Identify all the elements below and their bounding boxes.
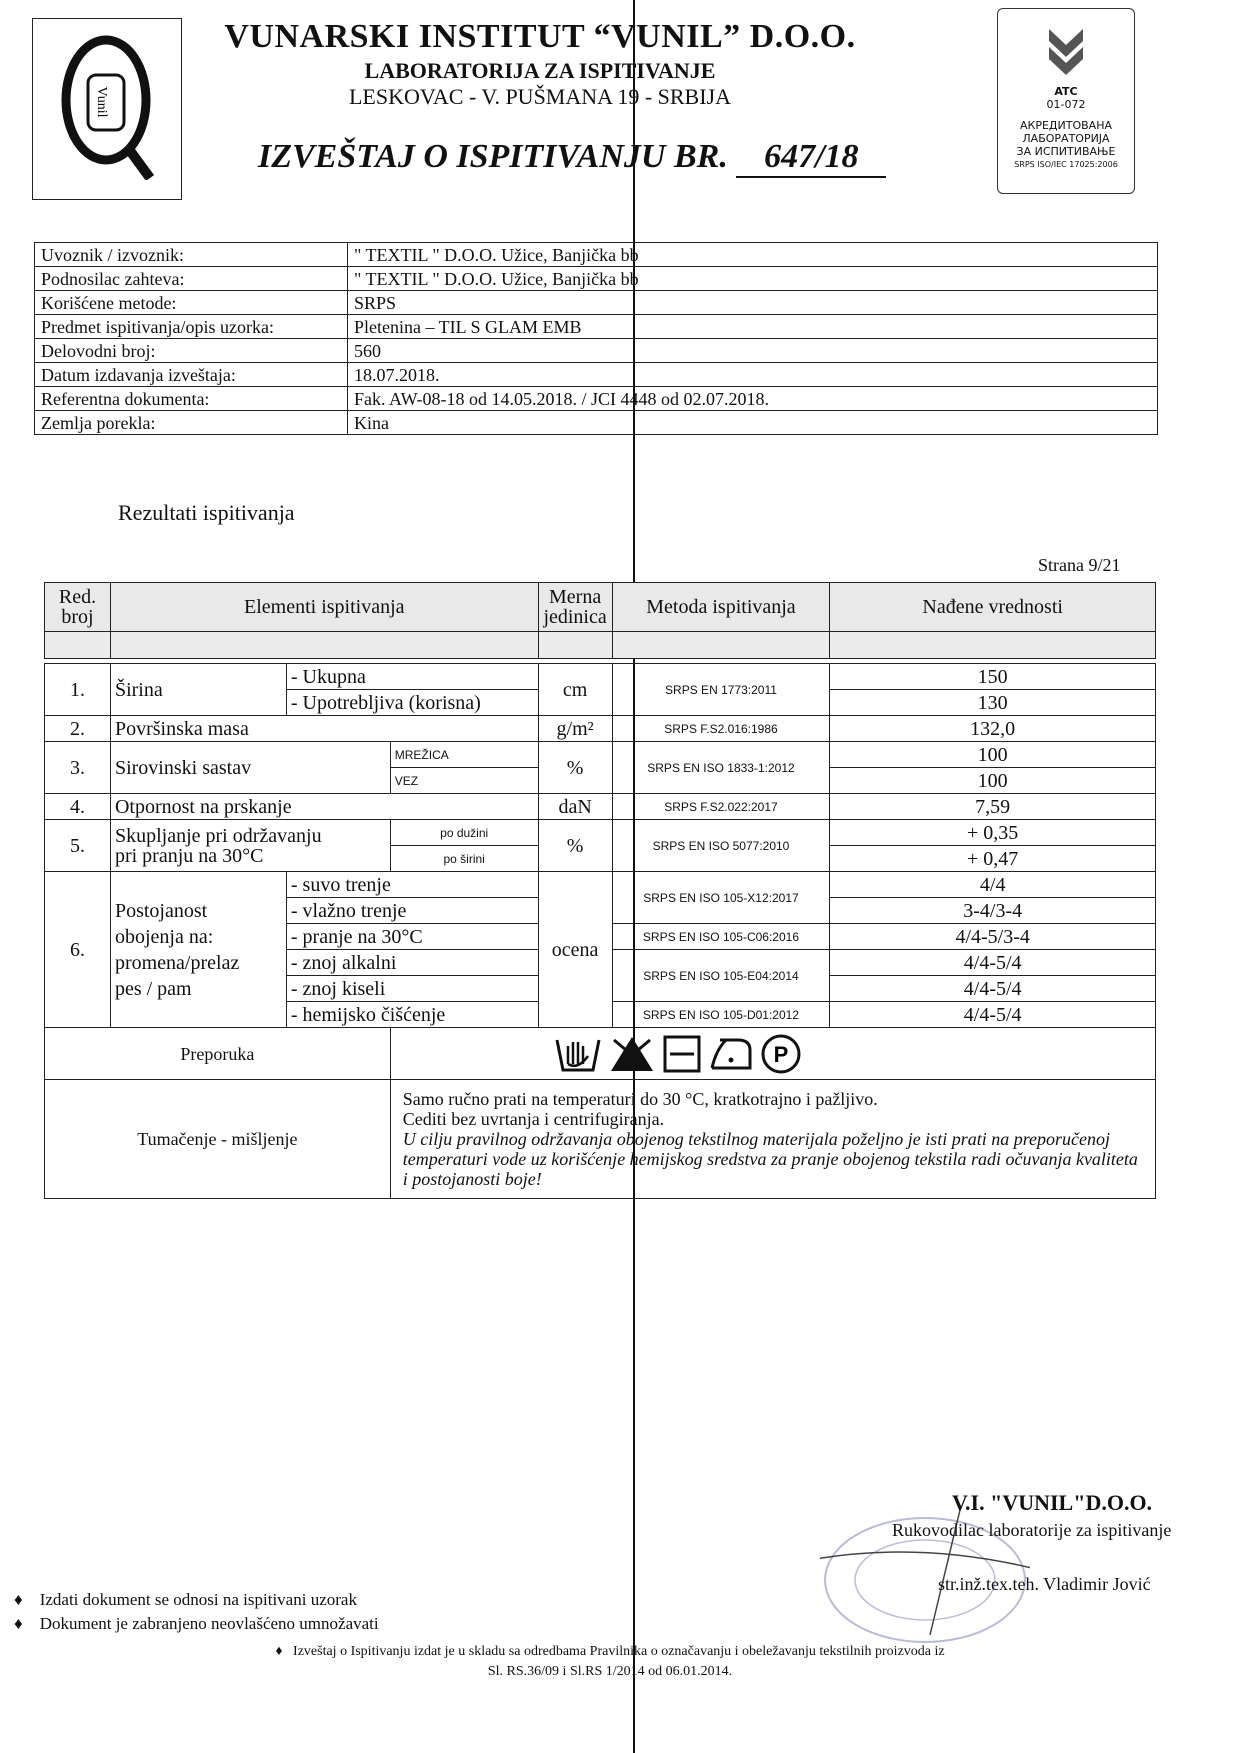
row-sub: - suvo trenje [286, 872, 538, 898]
bullet-icon: ♦ [14, 1590, 23, 1609]
header-method: Metoda ispitivanja [612, 583, 830, 632]
info-row [35, 363, 1158, 387]
row-name [110, 820, 390, 872]
info-value: 560 [348, 339, 1158, 363]
row-value: 150 [830, 664, 1156, 690]
no-bleach-icon [608, 1034, 656, 1074]
accreditation-badge [997, 8, 1135, 194]
info-row [35, 315, 1158, 339]
row-sub: po dužini [390, 820, 538, 846]
table-row [45, 794, 1156, 820]
info-row [35, 387, 1158, 411]
atc-number: 01-072 [1046, 98, 1086, 111]
note-item: ♦ Izdati dokument se odnosi na ispitivani uzorak [14, 1590, 357, 1609]
info-label: Uvoznik / izvoznik: [35, 243, 348, 267]
row-method: SRPS EN ISO 5077:2010 [612, 820, 830, 872]
page-number: Strana 9/21 [1038, 555, 1121, 575]
info-row [35, 243, 1158, 267]
row-name: Površinska masa [110, 716, 538, 742]
row-sub-label: MREŽICA [390, 742, 538, 768]
row-unit: daN [538, 794, 612, 820]
row-name: Širina [110, 664, 286, 716]
info-row [35, 339, 1158, 363]
results-header-row [45, 583, 1156, 632]
recommendation-row [45, 1028, 1156, 1080]
table-row [45, 872, 1156, 898]
info-value: Pletenina – TIL S GLAM EMB [348, 315, 1158, 339]
info-label: Predmet ispitivanja/opis uzorka: [35, 315, 348, 339]
interpretation-line2: Cediti bez uvrtanja i centrifugiranja. [402, 1109, 665, 1129]
row-unit: ocena [538, 872, 612, 1028]
info-label: Referentna dokumenta: [35, 387, 348, 411]
interpretation-row [45, 1080, 1156, 1199]
row-name-line1: Skupljanje pri održavanju [114, 824, 322, 847]
bullet-icon: ♦ [14, 1614, 23, 1633]
row-sub: po širini [390, 846, 538, 872]
interpretation-text [390, 1080, 1155, 1199]
svg-text:P: P [773, 1041, 789, 1067]
table-row [45, 742, 1156, 768]
institute-name: VUNARSKI INSTITUT “VUNIL” D.O.O. [224, 18, 856, 55]
row-unit: % [538, 820, 612, 872]
signature-role: Rukovodilac laboratorije za ispitivanje [892, 1520, 1172, 1540]
header-spacer-row [45, 632, 1156, 659]
vunil-q-logo-icon [58, 30, 154, 180]
atc-code: ATC [1054, 85, 1078, 98]
care-symbols [390, 1028, 1155, 1080]
header-found: Nađene vrednosti [830, 583, 1156, 632]
row-method: SRPS EN ISO 1833-1:2012 [612, 742, 830, 794]
results-table [44, 582, 1156, 1199]
row-sub: - Ukupna [286, 664, 538, 690]
header-elements: Elementi ispitivanja [110, 583, 538, 632]
info-value: SRPS [348, 291, 1158, 315]
interpretation-label: Tumačenje - mišljenje [45, 1080, 391, 1199]
info-value: Kina [348, 411, 1158, 435]
note-item: ♦ Dokument je zabranjeno neovlašćeno umnožavati [14, 1614, 379, 1633]
atc-standard: SRPS ISO/IEC 17025:2006 [1014, 160, 1118, 169]
info-value: " TEXTIL " D.O.O. Užice, Banjička bb [348, 243, 1158, 267]
row-value: 4/4-5/3-4 [830, 924, 1156, 950]
row-name: Otpornost na prskanje [110, 794, 538, 820]
row-sub-label: VEZ [390, 768, 538, 794]
laboratory-name: LABORATORIJA ZA ISPITIVANJE [364, 58, 716, 83]
info-table [34, 242, 1158, 435]
row-no: 3. [45, 742, 111, 794]
table-row [45, 664, 1156, 690]
row-value: 3-4/3-4 [830, 898, 1156, 924]
atc-logo-icon [1043, 23, 1089, 79]
interpretation-line3: U cilju pravilnog održavanja obojenog tekstilnog materijala poželjno je isti prati na preporučenoj temperaturi vode uz korišćenje hemijskog sredstva za pranje obojenog tekstila radi očuvanja kvaliteta i postojanosti boje! [402, 1129, 1138, 1189]
row-name: Sirovinski sastav [110, 742, 390, 794]
header-unit: Merna jedinica [538, 583, 612, 632]
row-unit: g/m² [538, 716, 612, 742]
row-no: 1. [45, 664, 111, 716]
info-value: " TEXTIL " D.O.O. Užice, Banjička bb [348, 267, 1158, 291]
row-no: 4. [45, 794, 111, 820]
legal-footer: ♦ Izveštaj o Ispitivanju izdat je u skladu sa odredbama Pravilnika o označavanju i obeležavanju tekstilnih proizvoda iz Sl. RS.36/09 i Sl.RS 1/2014 od 06.01.2014. [180, 1642, 1040, 1682]
atc-line1: АКРЕДИТОВАНА [1020, 119, 1112, 132]
row-sub: - pranje na 30°C [286, 924, 538, 950]
atc-line3: ЗА ИСПИТИВАЊЕ [1016, 145, 1116, 158]
row-value: 100 [830, 742, 1156, 768]
row-no: 6. [45, 872, 111, 1028]
footer-line2: Sl. RS.36/09 i Sl.RS 1/2014 od 06.01.2014. [487, 1664, 733, 1679]
row-value: 4/4-5/4 [830, 1002, 1156, 1028]
row-method: SRPS EN ISO 105-E04:2014 [612, 950, 830, 1002]
row-sub: - hemijsko čišćenje [286, 1002, 538, 1028]
table-row [45, 716, 1156, 742]
row-unit: % [538, 742, 612, 794]
row-method: SRPS EN ISO 105-X12:2017 [612, 872, 830, 924]
row-sub: - znoj alkalni [286, 950, 538, 976]
atc-line2: ЛАБОРАТОРИЈА [1022, 132, 1110, 145]
row-method: SRPS F.S2.022:2017 [612, 794, 830, 820]
signature-name: str.inž.tex.teh. Vladimir Jović [938, 1574, 1151, 1594]
row-method: SRPS EN ISO 105-D01:2012 [612, 1002, 830, 1028]
row-sub: - vlažno trenje [286, 898, 538, 924]
row-value: 132,0 [830, 716, 1156, 742]
row-value: 4/4-5/4 [830, 976, 1156, 1002]
info-label: Korišćene metode: [35, 291, 348, 315]
interpretation-line1: Samo ručno prati na temperaturi do 30 °C, kratkotrajno i pažljivo. [402, 1089, 878, 1109]
row-name-line2: pri pranju na 30°C [114, 844, 264, 867]
info-row [35, 267, 1158, 291]
info-label: Delovodni broj: [35, 339, 348, 363]
row-name: Postojanost obojenja na: promena/prelaz pes / pam [110, 872, 286, 1028]
row-no: 2. [45, 716, 111, 742]
info-label: Zemlja porekla: [35, 411, 348, 435]
dry-clean-p-icon [760, 1033, 802, 1075]
address: LESKOVAC - V. PUŠMANA 19 - SRBIJA [348, 84, 732, 109]
row-value: + 0,47 [830, 846, 1156, 872]
row-unit: cm [538, 664, 612, 716]
results-title: Rezultati ispitivanja [118, 500, 295, 525]
report-title-text: IZVEŠTAJ O ISPITIVANJU BR. [258, 138, 728, 175]
recommendation-label: Preporuka [45, 1028, 391, 1080]
row-value: 130 [830, 690, 1156, 716]
bullet-icon: ♦ [275, 1644, 283, 1659]
row-sub: - znoj kiseli [286, 976, 538, 1002]
hand-wash-icon [554, 1034, 602, 1074]
row-method: SRPS F.S2.016:1986 [612, 716, 830, 742]
signature-company: V.I. "VUNIL"D.O.O. [952, 1490, 1153, 1515]
row-no: 5. [45, 820, 111, 872]
row-value: + 0,35 [830, 820, 1156, 846]
row-method: SRPS EN 1773:2011 [612, 664, 830, 716]
info-value: Fak. AW-08-18 od 14.05.2018. / JCI 4448 od 02.07.2018. [348, 387, 1158, 411]
row-method: SRPS EN ISO 105-C06:2016 [612, 924, 830, 950]
row-value: 4/4 [830, 872, 1156, 898]
iron-low-icon [708, 1034, 754, 1074]
row-value: 7,59 [830, 794, 1156, 820]
row-value: 4/4-5/4 [830, 950, 1156, 976]
report-title [258, 138, 886, 178]
tumble-dry-prohibited-icon [662, 1034, 702, 1074]
row-sub: - Upotrebljiva (korisna) [286, 690, 538, 716]
row-value: 100 [830, 768, 1156, 794]
header-no: Red. broj [45, 583, 111, 632]
info-label: Podnosilac zahteva: [35, 267, 348, 291]
svg-text:Vunil: Vunil [94, 86, 109, 118]
info-row [35, 411, 1158, 435]
info-value: 18.07.2018. [348, 363, 1158, 387]
info-label: Datum izdavanja izveštaja: [35, 363, 348, 387]
table-row [45, 820, 1156, 846]
info-row [35, 291, 1158, 315]
report-number: 647/18 [736, 138, 886, 178]
